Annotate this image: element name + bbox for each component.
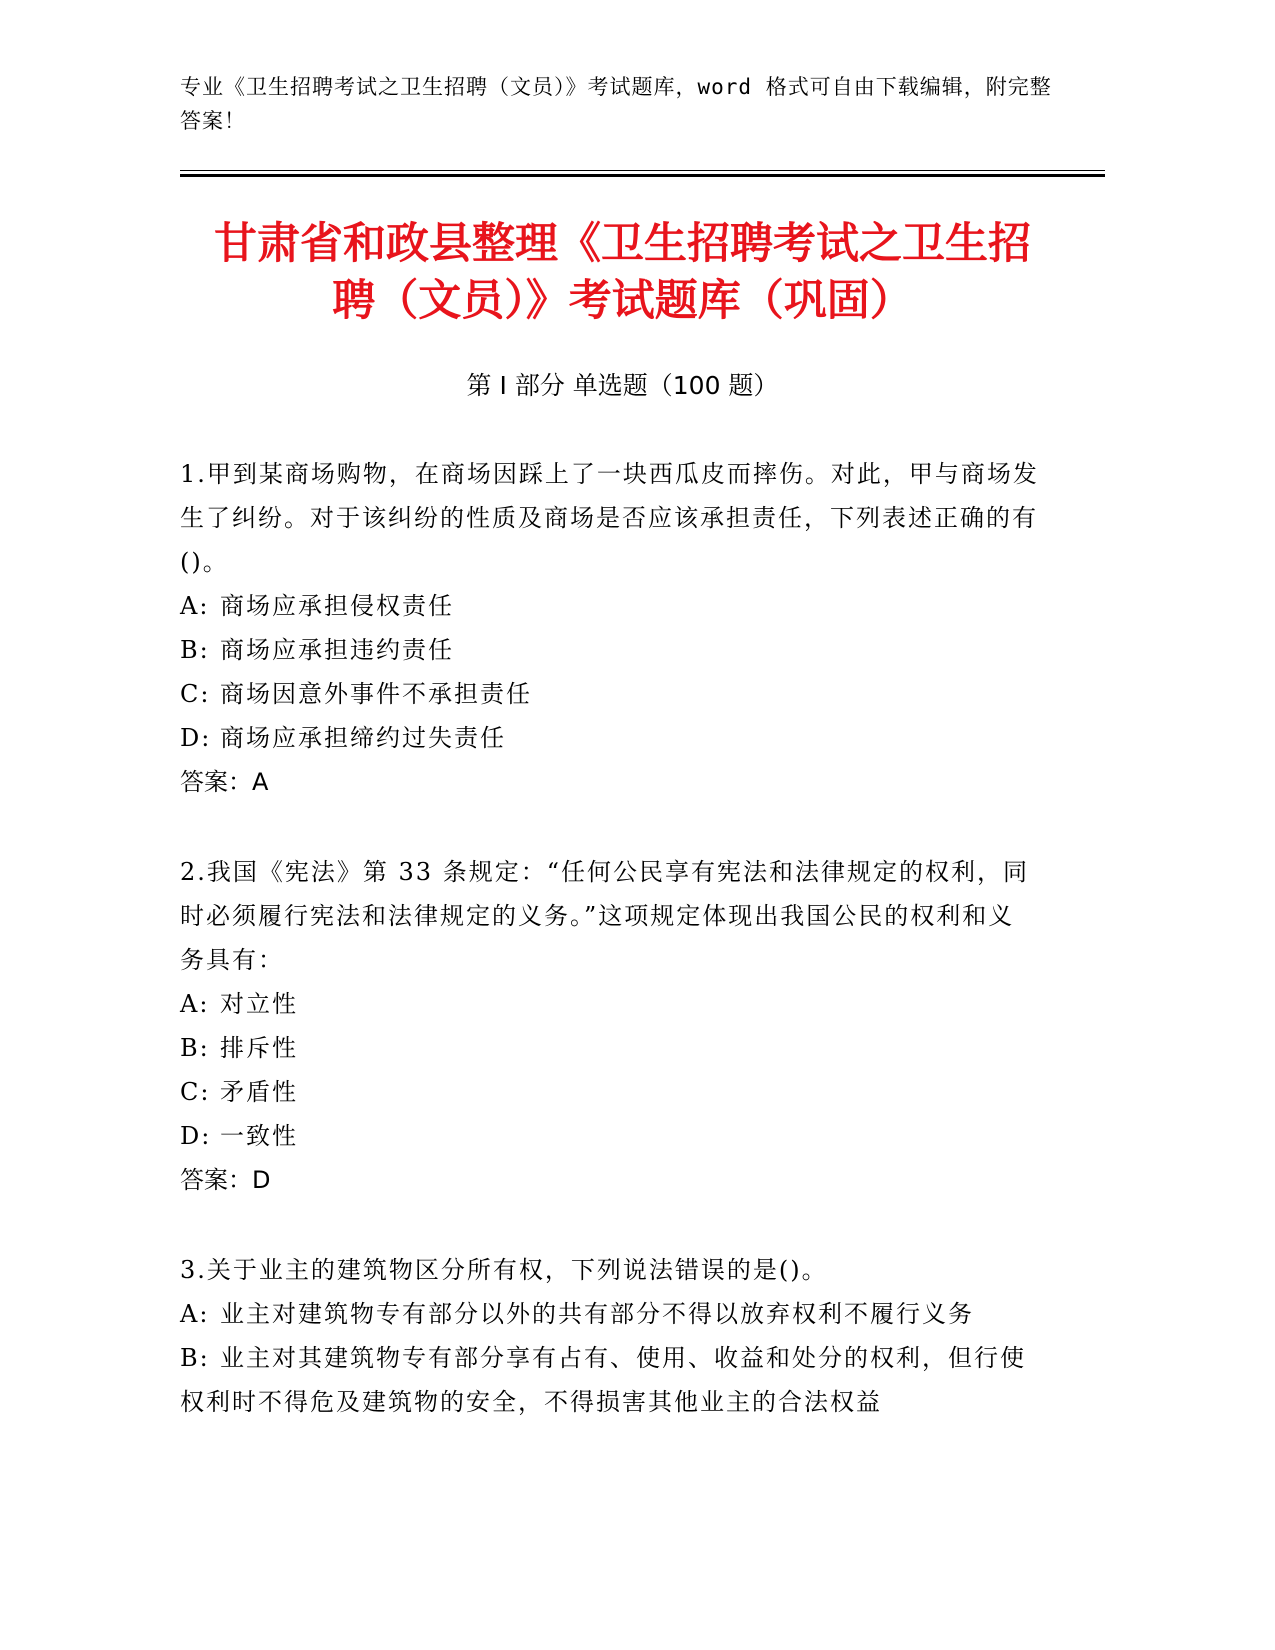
document-title-line-2: 聘（文员）》考试题库（巩固） [332,276,913,326]
option-text: 商场应承担违约责任 [220,636,454,664]
option-a [180,1292,1040,1336]
answer-line: 答案：D [180,1166,271,1194]
header-divider-thick [180,174,1105,177]
option-letter: A: [180,592,210,620]
option-letter: D: [180,724,212,752]
option-letter: B: [180,1344,210,1372]
option-text: 业主对建筑物专有部分以外的共有部分不得以放弃权利不履行义务 [220,1300,974,1328]
option-text: 商场因意外事件不承担责任 [220,680,532,708]
answer-line: 答案：A [180,768,269,796]
question-list [180,452,1040,1470]
option-d [180,1114,1040,1158]
option-c [180,1070,1040,1114]
document-title-line-1: 甘肃省和政县整理《卫生招聘考试之卫生招 [214,219,1031,269]
header-note: 专业《卫生招聘考试之卫生招聘（文员）》考试题库，word 格式可自由下载编辑，附完整答案！ [180,75,1052,133]
option-b [180,628,1040,672]
option-a [180,584,1040,628]
option-a [180,982,1040,1026]
option-text: 一致性 [220,1122,298,1150]
option-letter: D: [180,1122,212,1150]
option-letter: A: [180,1300,210,1328]
option-letter: C: [180,680,211,708]
question-stem: 1.甲到某商场购物，在商场因踩上了一块西瓜皮而摔伤。对此，甲与商场发生了纠纷。对于该纠纷的性质及商场是否应该承担责任，下列表述正确的有()。 [180,460,1039,576]
question-stem: 2.我国《宪法》第 33 条规定：“任何公民享有宪法和法律规定的权利，同时必须履行宪法和法律规定的义务。”这项规定体现出我国公民的权利和义务具有： [180,858,1029,974]
option-text: 矛盾性 [220,1078,298,1106]
question-stem: 3.关于业主的建筑物区分所有权，下列说法错误的是()。 [180,1256,828,1284]
option-d [180,716,1040,760]
option-text: 排斥性 [220,1034,298,1062]
option-letter: C: [180,1078,211,1106]
option-letter: B: [180,1034,210,1062]
document-title [180,216,1065,330]
option-text: 业主对其建筑物专有部分享有占有、使用、收益和处分的权利，但行使权利时不得危及建筑物的安全，不得损害其他业主的合法权益 [180,1344,1026,1416]
option-text: 商场应承担缔约过失责任 [220,724,506,752]
question-3 [180,1248,1040,1424]
question-1 [180,452,1040,804]
option-text: 对立性 [220,990,298,1018]
option-text: 商场应承担侵权责任 [220,592,454,620]
question-2 [180,850,1040,1202]
option-letter: A: [180,990,210,1018]
section-title: 第 I 部分 单选题（100 题） [466,371,779,400]
header-divider-thin [180,170,1105,171]
option-c [180,672,1040,716]
option-letter: B: [180,636,210,664]
option-b [180,1026,1040,1070]
option-b [180,1336,1040,1424]
